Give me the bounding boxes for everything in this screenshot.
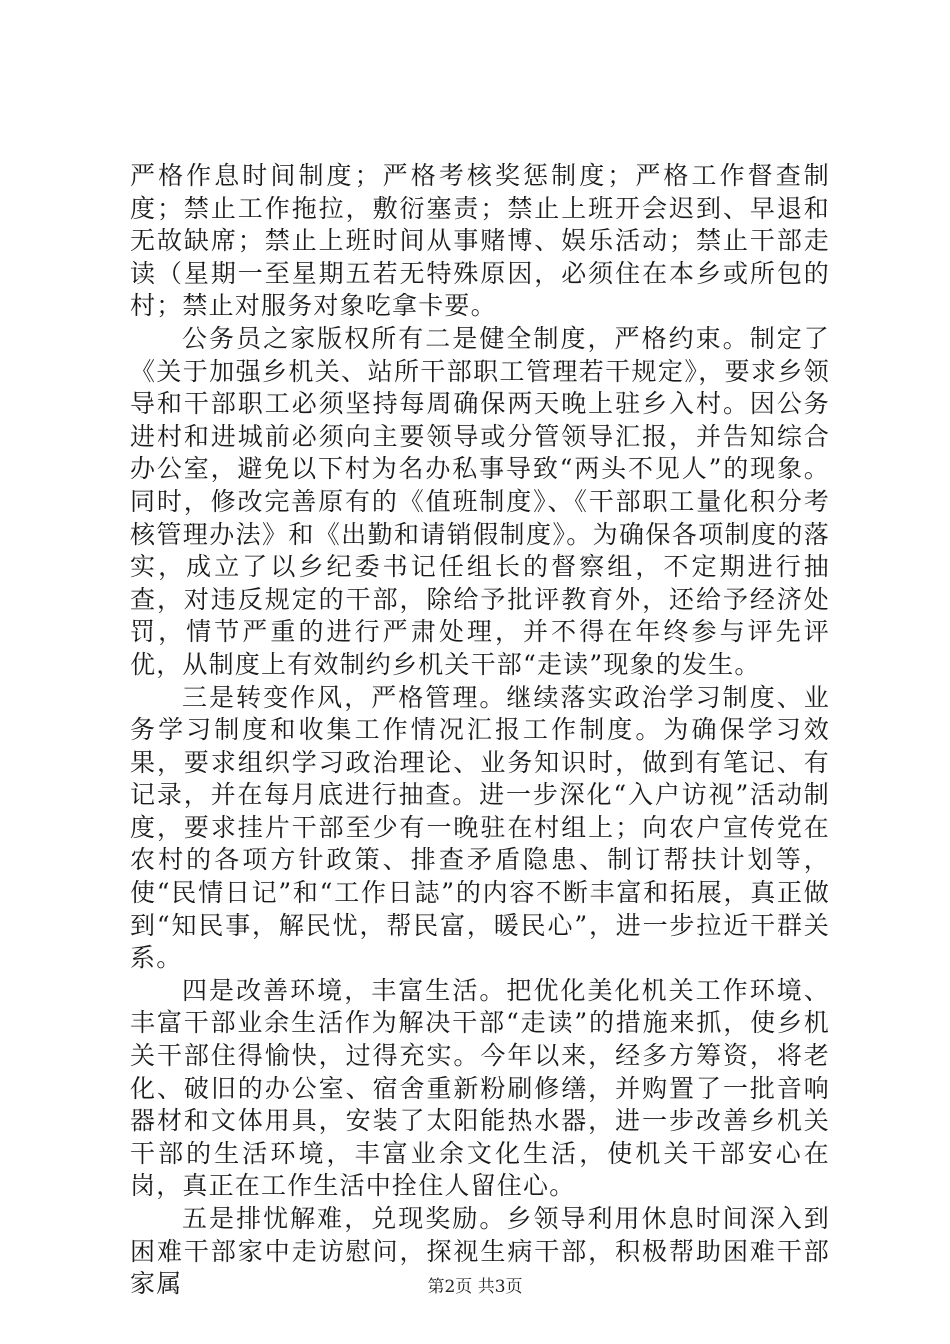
- paragraph-two-system: 公务员之家版权所有二是健全制度，严格约束。制定了《关于加强乡机关、站所干部职工管理若干规定》，要求乡领导和干部职工必须坚持每周确保两天晚上驻乡入村。因公务进村和进城前必须向主要领导或分管领导汇报，并告知综合办公室，避免以下村为名办私事导致“两头不见人”的现象。同时，修改完善原有的《值班制度》、《干部职工量化积分考核管理办法》和《出勤和请销假制度》。为确保各项制度的落实，成立了以乡纪委书记任组长的督察组，不定期进行抽查，对违反规定的干部，除给予批评教育外，还给予经济处罚，情节严重的进行严肃处理，并不得在年终参与评先评优，从制度上有效制约乡机关干部“走读”现象的发生。: [130, 323, 830, 679]
- document-body: [130, 160, 830, 1301]
- page-number-footer: 第2页 共3页: [427, 1277, 523, 1297]
- paragraph-three-style: 三是转变作风，严格管理。继续落实政治学习制度、业务学习制度和收集工作情况汇报工作制度。为确保学习效果，要求组织学习政治理论、业务知识时，做到有笔记、有记录，并在每月底进行抽查。进一步深化“入户访视”活动制度，要求挂片干部至少有一晚驻在村组上；向农户宣传党在农村的各项方针政策、排查矛盾隐患、制订帮扶计划等，使“民情日记”和“工作日誌”的内容不断丰富和拓展，真正做到“知民事，解民忧，帮民富，暖民心”，进一步拉近干群关系。: [130, 682, 830, 973]
- paragraph-continued: 严格作息时间制度；严格考核奖惩制度；严格工作督查制度；禁止工作拖拉，敷衍塞责；禁止上班开会迟到、早退和无故缺席；禁止上班时间从事赌博、娱乐活动；禁止干部走读（星期一至星期五若无特殊原因，必须住在本乡或所包的村；禁止对服务对象吃拿卡要。: [130, 161, 830, 321]
- paragraph-five-difficulties: 五是排忧解难，兑现奖励。乡领导利用休息时间深入到困难干部家中走访慰问，探视生病干部，积极帮助困难干部家属: [130, 1204, 830, 1299]
- paragraph-four-environment: 四是改善环境，丰富生活。把优化美化机关工作环境、丰富干部业余生活作为解决干部“走读”的措施来抓，使乡机关干部住得愉快，过得充实。今年以来，经多方筹资，将老化、破旧的办公室、宿舍重新粉刷修缮，并购置了一批音响器材和文体用具，安装了太阳能热水器，进一步改善乡机关干部的生活环境，丰富业余文化生活，使机关干部安心在岗，真正在工作生活中拴住人留住心。: [130, 975, 830, 1201]
